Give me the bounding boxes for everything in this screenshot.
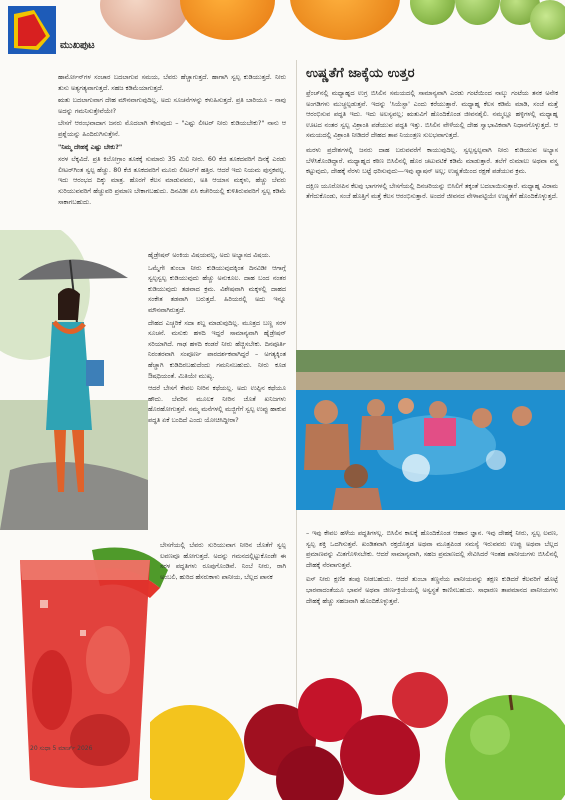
- paragraph: ಆದರೆ ಬೇಸಗೆ ಕೇವಲ ನೀರಿನ ಕಥೆಯಲ್ಲ. ಅದು ಉಪ್ಪಿನ ಕಥೆಯೂ ಹೌದು. ಬೆವರಿನ ಮೂಲಕ ನೀರಿನ ಜೊತೆ ಖನಿಜಗಳು ಹೊರಹೋಗುತ್ತವೆ. ನಮ್ಮ ಮನೆಗಳಲ್ಲಿ ಮಜ್ಜಿಗೆಗೆ ಸ್ವಲ್ಪ ಉಪ್ಪು ಹಾಕುವ ಪದ್ಧತಿ ಏಕೆ ಬಂದಿದೆ ಎಂದು ಯೋಚಿಸಿದ್ದೀರಾ?: [148, 384, 286, 424]
- right-column-top: [306, 88, 558, 206]
- paragraph: ಬೇಸಗೆಯಲ್ಲಿ ಬೆವರು ಸುರಿಯುವಾಗ ನೀರಿನ ಜೊತೆಗೆ ಸ್ವಲ್ಪ ಲವಣವೂ ಹೋಗುತ್ತದೆ. ಅದನ್ನು ಗಮನದಲ್ಲಿಟ್ಟುಕೊಂಡೇ ಈ ಸರಳ ಪದ್ಧತಿಗಳು ರೂಪುಗೊಂಡಿವೆ. ನಿಂಬೆ ನೀರು, ರಾಗಿ ಅಂಬಲಿ, ಹುರಿದ ಹೆಸರುಕಾಳು ಪಾನೀಯ, ಬೆಲ್ಲದ ಪಾನಕ: [160, 541, 286, 581]
- paragraph: ಐಸ್ ನೀರು ಕ್ಷಣಿಕ ತಂಪು ನೀಡಬಹುದು. ಆದರೆ ತುಂಬಾ ತಣ್ಣನೆಯ ಪಾನೀಯವನ್ನು ತಕ್ಷಣ ಕುಡಿದರೆ ಕೆಲವರಿಗೆ ಹೊಟ್ಟೆ ಭಾರವಾದಂತೆಯೂ ಭಾವನೆ ಅಥವಾ ಜೀರ್ಣಕ್ರಿಯೆಯಲ್ಲಿ ಅಸ್ವಸ್ಥತೆ ಕಾಣಿಸಬಹುದು. ಸಾಧಾರಣ ತಾಪಮಾನದ ಪಾನೀಯಗಳು ದೇಹಕ್ಕೆ ಹೆಚ್ಚು ಸಹಜವಾಗಿ ಹೊಂದಿಕೊಳ್ಳುತ್ತವೆ.: [306, 575, 558, 605]
- left-column-middle: [148, 250, 286, 428]
- section-label: ಮುಖಪುಟ: [60, 40, 95, 51]
- paragraph: ಮರಳು ಪ್ರದೇಶಗಳಲ್ಲಿ ಜನರು ದಾಹ ಬರುವವರೆಗೆ ಕಾಯುವುದಿಲ್ಲ. ಸ್ವಲ್ಪಸ್ವಲ್ಪವಾಗಿ ನೀರು ಕುಡಿಯುವ ಅಭ್ಯಾಸ ಬೆಳೆಸಿಕೊಂಡಿದ್ದಾರೆ. ಮಧ್ಯಾಹ್ನದ ಕಠಿಣ ಬಿಸಿಲಿನಲ್ಲಿ ಹೊರ ಚಟುವಟಿಕೆ ಕಡಿಮೆ ಮಾಡುತ್ತಾರೆ. ತಲೆಗೆ ರುಮಾಲು ಅಥವಾ ವಸ್ತ್ರ ಕಟ್ಟುವುದು, ದೇಹಕ್ಕೆ ನೆರಳು ಬಟ್ಟೆ ಧರಿಸುವುದು—ಇವು ಫ್ಯಾಷನ್ ಅಲ್ಲ; ಉಷ್ಣತೆಯಿಂದ ರಕ್ಷಣೆ ಪಡೆಯುವ ಕ್ರಮ.: [306, 145, 558, 176]
- left-column-bottom: [160, 540, 286, 582]
- paragraph: ಒಮ್ಮೆಗೇ ತುಂಬಾ ನೀರು ಕುಡಿಯುವುದಕ್ಕಿಂತ ದಿನವಿಡೀ ಆಗಾಗ್ಗೆ ಸ್ವಲ್ಪಸ್ವಲ್ಪ ಕುಡಿಯುವುದು ಹೆಚ್ಚು ಅನುಕೂಲ. ದಾಹ ಬಂದ ನಂತರ ಕುಡಿಯುವುದು ತಡವಾದ ಕ್ರಮ. ವಿಶೇಷವಾಗಿ ಮಕ್ಕಳಲ್ಲಿ ದಾಹದ ಸಂಕೇತ ತಡವಾಗಿ ಬರುತ್ತದೆ. ಹಿರಿಯರಲ್ಲಿ ಅದು ಇನ್ನೂ ಮೌನವಾಗಿರುತ್ತದೆ.: [148, 263, 286, 314]
- swimming-pool-photo: [296, 350, 565, 510]
- left-column-top: [58, 72, 286, 209]
- paragraph: ಹೈಡ್ರೇಷನ್ ಅಂಕಿಯ ವಿಷಯವಲ್ಲ, ಅದು ಅಭ್ಯಾಸದ ವಿಷಯ.: [148, 251, 271, 259]
- paragraph: ಬೇಸಗೆ ಆರಂಭವಾದಾಗ ಜನರು ಮೊದಲಾಗಿ ಕೇಳುವುದು – "ಎಷ್ಟು ಲೀಟರ್ ನೀರು ಕುಡಿಯಬೇಕು?" ನಾನು ಆ ಪ್ರಶ್ನೆಯನ್ನು ಹಿಂದಿರುಗಿಸುತ್ತೇನೆ.: [58, 119, 286, 138]
- paragraph: ಫ್ರೆಂಚ್‌ನಲ್ಲಿ ಮಧ್ಯಾಹ್ನದ ಉಗ್ರ ಬಿಸಿಲಿನ ಸಮಯದಲ್ಲಿ ಸಾಮಾನ್ಯವಾಗಿ ಎರಡು ಗಂಟೆಯಿಂದ ನಾಲ್ಕು ಗಂಟೆಯ ತನಕ ಅನೇಕ ಅಂಗಡಿಗಳು ಮುಚ್ಚಲ್ಪಡುತ್ತವೆ. ಇದನ್ನು 'ಸಿಯೆಸ್ಟಾ' ಎಂದು ಕರೆಯುತ್ತಾರೆ. ಮಧ್ಯಾಹ್ನ ಕೆಲಸ ಕಡಿಮೆ ಮಾಡಿ, ಸಂಜೆ ಮತ್ತೆ ಆರಂಭಿಸುವ ಪದ್ಧತಿ ಇದು. ಇದು ಅಲಸ್ಯವಲ್ಲ; ಋತುವಿಗೆ ಹೊಂದಿಕೊಂಡ ಜೀವನಶೈಲಿ. ನಮ್ಮಲ್ಲೂ ಹಳ್ಳಿಗಳಲ್ಲಿ ಮಧ್ಯಾಹ್ನ ಊಟದ ನಂತರ ಸ್ವಲ್ಪ ವಿಶ್ರಾಂತಿ ಪಡೆಯುವ ಪದ್ಧತಿ ಇತ್ತು. ಬಿಸಿಲಿನ ವೇಳೆಯಲ್ಲಿ ದೇಹ ಸ್ವಾಭಾವಿಕವಾಗಿ ನಿಧಾನಗೊಳ್ಳುತ್ತದೆ. ಆ ಸಮಯದಲ್ಲಿ ವಿಶ್ರಾಂತಿ ನೀಡಿದರೆ ದೇಹದ ತಾಪ ನಿಯಂತ್ರಣ ಸುಲಭವಾಗುತ್ತದೆ.: [306, 89, 558, 140]
- paragraph: ಋತು ಬದಲಾಗುವಾಗ ದೇಹ ಮೌನವಾಗುವುದಿಲ್ಲ. ಅದು ಸೂಚನೆಗಳನ್ನು ಕಳುಹಿಸುತ್ತದೆ. ಪ್ರತಿ ಬಾರಿಯೂ – ನಾವು ಅದನ್ನು ಗಮನಿಸುತ್ತೇವೆಯೇ?: [58, 96, 286, 115]
- top-fruit-banner: [60, 0, 565, 42]
- paragraph: ಸರಳ ಲೆಕ್ಕವಿದೆ. ಪ್ರತಿ ಕಿಲೋಗ್ರಾಂ ತೂಕಕ್ಕೆ ಸುಮಾರು 35 ಮಿಲಿ ನೀರು. 60 ಕೆಜಿ ತೂಕದವರಿಗೆ ದಿನಕ್ಕೆ ಎರಡು ಲೀಟರ್‌ಗಿಂತ ಸ್ವಲ್ಪ ಹೆಚ್ಚು. 80 ಕೆಜಿ ತೂಕದವರಿಗೆ ಮೂರು ಲೀಟರ್‌ಗೆ ಹತ್ತಿರ. ಆದರೆ ಇದು ನಿಯಮ ಪುಸ್ತಕವಲ್ಲ. ಇದು ಆರಂಭದ ದಿಕ್ಕು ಮಾತ್ರ. ಹೊರಗೆ ಕೆಲಸ ಮಾಡುವವರು, ಅತಿ ಆಯಾಸ ಮಕ್ಕಳು, ಹೆಚ್ಚು ಬೆವರು ಸುರಿಯುವವರಿಗೆ ಹೆಚ್ಚುವರಿ ಪ್ರಮಾಣ ಬೇಕಾಗಬಹುದು. ದಿನವಿಡೀ ಏಸಿ ಕಚೇರಿಯಲ್ಲಿ ಕುಳಿತಿರುವವರಿಗೆ ಸ್ವಲ್ಪ ಕಡಿಮೆ ಸಾಕಾಗಬಹುದು.: [58, 155, 286, 206]
- right-column-bottom: [306, 528, 558, 610]
- magazine-logo-icon: [8, 6, 56, 54]
- fruit-basket-photo: [150, 640, 565, 800]
- paragraph: – ಇವು ಕೇವಲ ಹಳೆಯ ಪದ್ಧತಿಗಳಲ್ಲ. ಬಿಸಿಲಿನ ಕಾಲಕ್ಕೆ ಹೊಂದಿಕೊಂಡ ಆಹಾರ ಜ್ಞಾನ. ಇವು ದೇಹಕ್ಕೆ ನೀರು, ಸ್ವಲ್ಪ ಲವಣ, ಸ್ವಲ್ಪ ಶಕ್ತಿ ಒದಗಿಸುತ್ತವೆ. ಖಂಡಿತವಾಗಿ ರಕ್ತದೊತ್ತಡ ಅಥವಾ ಮೂತ್ರಪಿಂಡ ಸಮಸ್ಯೆ ಇರುವವರು ಉಪ್ಪು ಅಥವಾ ಬೆಲ್ಲದ ಪ್ರಮಾಣವನ್ನು ಮಿತಗೊಳಿಸಬೇಕು. ಆದರೆ ಸಾಮಾನ್ಯವಾಗಿ, ಸಹಜ ಪ್ರಮಾಣದಲ್ಲಿ ಸೇವಿಸಿದರೆ ಇಂತಹ ಪಾನೀಯಗಳು ಬಿಸಿಲಿನಲ್ಲಿ ದೇಹಕ್ಕೆ ನೆರವಾಗುತ್ತವೆ.: [306, 529, 558, 569]
- paragraph: ದೇಹದ ಎಚ್ಚರಿಕೆ ಸದಾ ಶಬ್ದ ಮಾಡುವುದಿಲ್ಲ. ಮೂತ್ರದ ಬಣ್ಣ ಸರಳ ಸೂಚನೆ. ಮಸುಕು ಹಳದಿ ಇದ್ದರೆ ಸಾಮಾನ್ಯವಾಗಿ ಹೈಡ್ರೇಷನ್ ಸರಿಯಾಗಿದೆ. ಗಾಢ ಹಳದಿ ಕಂಡರೆ ನೀರು ಹೆಚ್ಚಿಸಬೇಕು. ದಿನಪೂರ್ತಿ ನಿರಂತರವಾಗಿ ಸಂಪೂರ್ಣ ಪಾರದರ್ಶಕವಾಗಿದ್ದರೆ – ಅಗತ್ಯಕ್ಕಿಂತ ಹೆಚ್ಚಾಗಿ ಕುಡಿದಿರಬಹುದೆಂದು ಗಮನಿಸಬಹುದು. ನೀರು ಕೂಡ ಔಷಧಿಯಂತೆ. ಮಿತಿಯೇ ಮುಖ್ಯ.: [148, 318, 286, 380]
- paragraph: ದಕ್ಷಿಣ ಯೂರೋಪಿನ ಕೆಲವು ಭಾಗಗಳಲ್ಲಿ ಬೇಸಗೆಯಲ್ಲಿ ದಿನಚರಿಯನ್ನು ಬಿಸಿಲಿಗೆ ತಕ್ಕಂತೆ ಬದಲಾಯಿಸುತ್ತಾರೆ. ಮಧ್ಯಾಹ್ನ ವಿರಾಮ ತೆಗೆದುಕೊಂಡು, ಸಂಜೆ ಹೊತ್ತಿಗೆ ಮತ್ತೆ ಕೆಲಸ ಆರಂಭಿಸುತ್ತಾರೆ. ಅಂದರೆ ಜೀವನದ ವೇಳಾಪಟ್ಟಿಯೇ ಉಷ್ಣತೆಗೆ ಹೊಂದಿಕೊಳ್ಳುತ್ತದೆ.: [306, 181, 558, 201]
- watermelon-juice-photo: [0, 540, 170, 800]
- page-footer: 20 ಸುಧಾ 5 ಮಾರ್ಚ್ 2026: [30, 745, 93, 752]
- paragraph: ಹಾರ್ಮೋನ್‌ಗಳ ಸಂಚಾರ ಬದಲಾಗುವ ಸಮಯ, ಬೆವರು ಹೆಚ್ಚಾಗುತ್ತದೆ. ಹಾಗಾಗಿ ಸ್ವಲ್ಪ ಕುಡಿಯುತ್ತದೆ. ನೀರು ತುಸು ಅತ್ಯಗತ್ಯವಾಗುತ್ತದೆ. ಸಹಜ ಕಡಿಮೆಯಾಗುತ್ತದೆ.: [58, 73, 286, 92]
- woman-with-umbrella-photo: [0, 230, 148, 530]
- article-headline: ಉಷ್ಣತೆಗೆ ಜಾಕ್ಕೆಯ ಉತ್ತರ: [306, 66, 415, 81]
- pull-question: "ನಿಮ್ಮ ದೇಹಕ್ಕೆ ಎಷ್ಟು ಬೇಕು?": [58, 142, 123, 151]
